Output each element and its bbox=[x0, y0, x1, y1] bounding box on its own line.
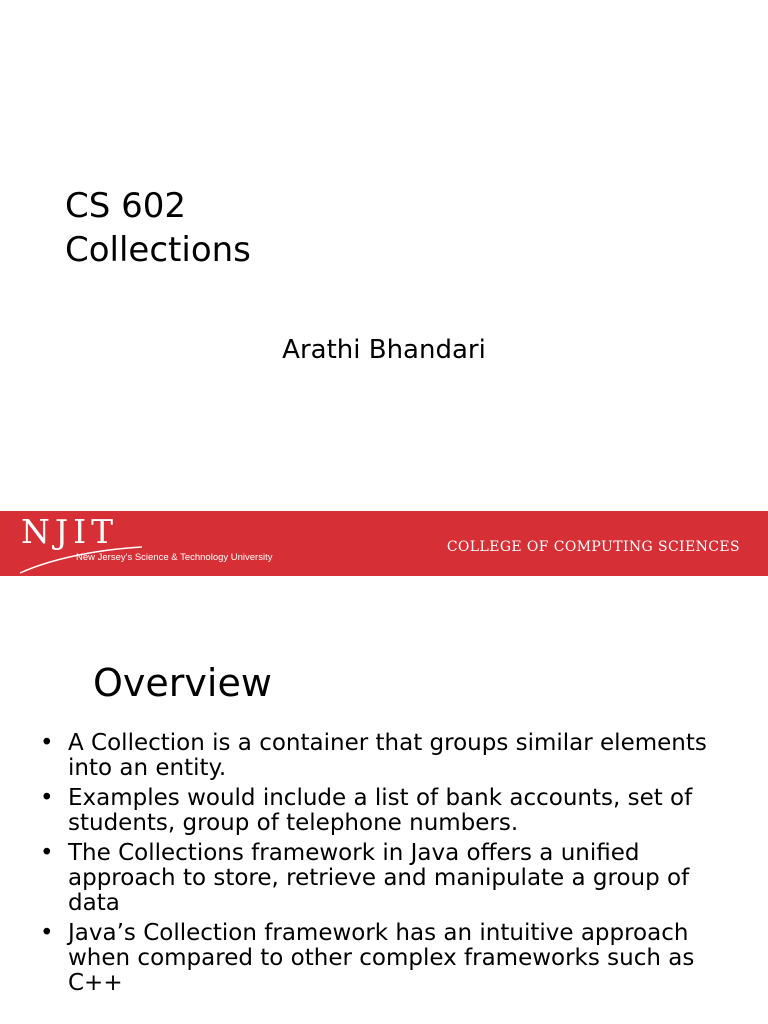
topic-title: Collections bbox=[65, 230, 251, 270]
swoosh-icon bbox=[0, 511, 300, 576]
bullet-icon: • bbox=[40, 920, 54, 946]
list-item: • A Collection is a container that groups similar elements into an entity. bbox=[40, 730, 707, 781]
list-item: • Java’s Collection framework has an intuitive approach when compared to other complex frameworks such as C++ bbox=[40, 920, 695, 996]
njit-logo-text: NJIT bbox=[21, 512, 119, 551]
njit-banner bbox=[0, 511, 768, 576]
slide-title bbox=[65, 184, 251, 272]
bullet-list bbox=[40, 731, 740, 1001]
college-name: COLLEGE OF COMPUTING SCIENCES bbox=[446, 539, 740, 555]
overview-heading: Overview bbox=[93, 661, 272, 705]
bullet-icon: • bbox=[40, 785, 54, 811]
njit-tagline: New Jersey's Science & Technology University bbox=[76, 552, 273, 563]
list-item: • The Collections framework in Java offers a unified approach to store, retrieve and manipulate a group of data bbox=[40, 840, 690, 916]
bullet-icon: • bbox=[40, 840, 54, 866]
course-code: CS 602 bbox=[65, 186, 187, 226]
bullet-icon: • bbox=[40, 730, 54, 756]
njit-logo bbox=[0, 511, 300, 576]
author-name: Arathi Bhandari bbox=[282, 335, 486, 365]
list-item: • Examples would include a list of bank accounts, set of students, group of telephone numbers. bbox=[40, 785, 693, 836]
